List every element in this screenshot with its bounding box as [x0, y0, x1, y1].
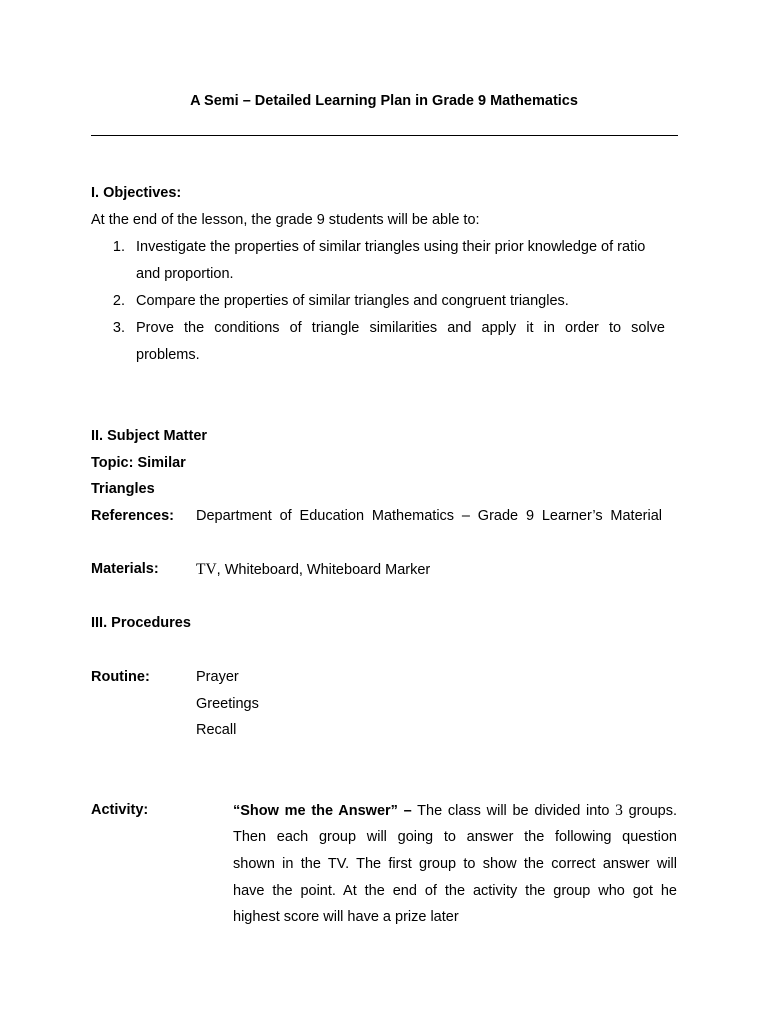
- objective-text: problems.: [136, 347, 200, 363]
- materials-tv: TV: [196, 561, 217, 578]
- activity-label: Activity:: [91, 802, 149, 818]
- activity-line: Then each group will going to answer the following question: [233, 829, 677, 845]
- objective-number: 2.: [112, 293, 125, 309]
- activity-line: [233, 802, 677, 820]
- activity-text: The class will be divided into: [411, 803, 616, 819]
- subject-matter-heading: II. Subject Matter: [91, 428, 208, 444]
- activity-line: have the point. At the end of the activity the group who got he: [233, 883, 677, 899]
- references-label: References:: [91, 508, 175, 524]
- routine-label: Routine:: [91, 669, 150, 685]
- objective-number: 3.: [112, 320, 125, 336]
- activity-text: groups.: [622, 803, 677, 819]
- references-value: Department of Education Mathematics – Grade 9 Learner’s Material: [196, 508, 662, 524]
- activity-groups: 3: [615, 802, 623, 819]
- objective-text: Prove the conditions of triangle similarities and apply it in order to solve: [136, 320, 665, 336]
- objective-text: and proportion.: [136, 266, 234, 282]
- topic-label: Topic: Similar: [91, 455, 186, 471]
- routine-item: Greetings: [196, 696, 259, 712]
- routine-item: Prayer: [196, 669, 239, 685]
- activity-line: shown in the TV. The first group to show the correct answer will: [233, 856, 677, 872]
- activity-name: “Show me the Answer” –: [233, 803, 412, 819]
- routine-item: Recall: [196, 722, 237, 738]
- materials-rest: , Whiteboard, Whiteboard Marker: [216, 562, 431, 578]
- materials-label: Materials:: [91, 561, 159, 577]
- topic-value: Triangles: [91, 481, 155, 497]
- activity-line: highest score will have a prize later: [233, 909, 459, 925]
- objective-text: Investigate the properties of similar triangles using their prior knowledge of ratio: [136, 239, 646, 255]
- title-divider: [91, 135, 678, 136]
- objectives-heading: I. Objectives:: [91, 185, 182, 201]
- document-title: A Semi – Detailed Learning Plan in Grade 9 Mathematics: [190, 93, 578, 109]
- objective-text: Compare the properties of similar triangles and congruent triangles.: [136, 293, 569, 309]
- materials-value: [196, 561, 430, 579]
- objective-number: 1.: [112, 239, 125, 255]
- objectives-intro: At the end of the lesson, the grade 9 students will be able to:: [91, 212, 480, 228]
- procedures-heading: III. Procedures: [91, 615, 191, 631]
